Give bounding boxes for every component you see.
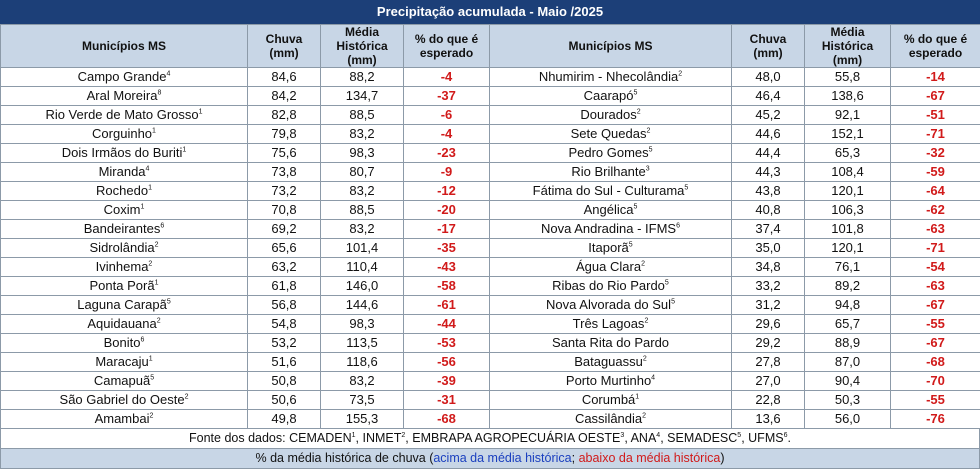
source-index: 3 xyxy=(646,166,650,173)
source-index: 4 xyxy=(166,71,170,78)
municipio-name: Maracaju xyxy=(95,354,148,369)
municipio-cell xyxy=(1,296,248,315)
municipio-name: Corumbá xyxy=(582,392,635,407)
municipio-cell xyxy=(490,106,732,125)
municipio-name: Três Lagoas xyxy=(573,316,645,331)
table-row xyxy=(1,87,980,106)
source-name: CEMADEN xyxy=(289,431,352,445)
media-cell: 98,3 xyxy=(321,315,404,334)
media-cell: 138,6 xyxy=(805,87,891,106)
table-row xyxy=(1,277,980,296)
precipitation-table xyxy=(0,24,980,429)
source-index: 5 xyxy=(167,299,171,306)
source-index: 2 xyxy=(157,318,161,325)
table-row xyxy=(1,163,980,182)
source-index: 2 xyxy=(641,261,645,268)
table-row xyxy=(1,106,980,125)
media-cell: 155,3 xyxy=(321,410,404,429)
chuva-cell: 51,6 xyxy=(248,353,321,372)
media-cell: 94,8 xyxy=(805,296,891,315)
municipio-name: Cassilândia xyxy=(575,411,642,426)
pct-cell: -67 xyxy=(891,296,980,315)
source-name: EMBRAPA AGROPECUÁRIA OESTE xyxy=(412,431,620,445)
chuva-cell: 46,4 xyxy=(732,87,805,106)
media-cell: 73,5 xyxy=(321,391,404,410)
source-index: 4 xyxy=(651,375,655,382)
municipio-name: Miranda xyxy=(99,164,146,179)
source-index: 2 xyxy=(644,318,648,325)
pct-cell: -51 xyxy=(891,106,980,125)
source-sup: 3 xyxy=(620,432,624,439)
chuva-cell: 31,2 xyxy=(732,296,805,315)
pct-cell: -14 xyxy=(891,68,980,87)
media-cell: 120,1 xyxy=(805,182,891,201)
municipio-cell xyxy=(1,106,248,125)
chuva-cell: 13,6 xyxy=(732,410,805,429)
media-cell: 83,2 xyxy=(321,220,404,239)
media-cell: 88,2 xyxy=(321,68,404,87)
pct-cell: -31 xyxy=(404,391,490,410)
media-cell: 88,5 xyxy=(321,201,404,220)
pct-cell: -44 xyxy=(404,315,490,334)
pct-cell: -63 xyxy=(891,277,980,296)
pct-cell: -61 xyxy=(404,296,490,315)
pct-cell: -20 xyxy=(404,201,490,220)
table-row xyxy=(1,410,980,429)
media-cell: 113,5 xyxy=(321,334,404,353)
media-cell: 108,4 xyxy=(805,163,891,182)
chuva-cell: 40,8 xyxy=(732,201,805,220)
pct-cell: -62 xyxy=(891,201,980,220)
pct-cell: -39 xyxy=(404,372,490,391)
chuva-cell: 29,2 xyxy=(732,334,805,353)
source-index: 1 xyxy=(635,394,639,401)
municipio-name: Aquidauana xyxy=(87,316,156,331)
table-row xyxy=(1,201,980,220)
source-index: 6 xyxy=(140,337,144,344)
municipio-cell xyxy=(1,144,248,163)
header-pct-right: % do que é esperado xyxy=(891,25,980,68)
municipio-name: Nova Alvorada do Sul xyxy=(546,297,671,312)
data-sources xyxy=(0,429,980,449)
chuva-cell: 44,4 xyxy=(732,144,805,163)
chuva-cell: 49,8 xyxy=(248,410,321,429)
municipio-cell xyxy=(1,353,248,372)
pct-cell: -12 xyxy=(404,182,490,201)
chuva-cell: 65,6 xyxy=(248,239,321,258)
report-title: Precipitação acumulada - Maio /2025 xyxy=(0,0,980,24)
source-index: 2 xyxy=(646,128,650,135)
media-cell: 55,8 xyxy=(805,68,891,87)
source-sup: 5 xyxy=(737,432,741,439)
pct-cell: -43 xyxy=(404,258,490,277)
pct-cell: -71 xyxy=(891,239,980,258)
pct-cell: -67 xyxy=(891,87,980,106)
pct-cell: -54 xyxy=(891,258,980,277)
sources-prefix: Fonte dos dados: xyxy=(189,431,286,445)
chuva-cell: 29,6 xyxy=(732,315,805,334)
source-index: 2 xyxy=(678,71,682,78)
chuva-cell: 54,8 xyxy=(248,315,321,334)
source-index: 2 xyxy=(150,413,154,420)
chuva-cell: 84,2 xyxy=(248,87,321,106)
pct-cell: -9 xyxy=(404,163,490,182)
pct-cell: -63 xyxy=(891,220,980,239)
source-index: 6 xyxy=(160,223,164,230)
municipio-cell xyxy=(490,277,732,296)
legend-prefix: % da média histórica de chuva ( xyxy=(255,451,433,465)
municipio-cell xyxy=(1,391,248,410)
table-row xyxy=(1,353,980,372)
pct-cell: -4 xyxy=(404,68,490,87)
source-name: ANA xyxy=(631,431,657,445)
header-municipios-left: Municípios MS xyxy=(1,25,248,68)
media-cell: 118,6 xyxy=(321,353,404,372)
table-row xyxy=(1,182,980,201)
municipio-name: Rio Brilhante xyxy=(571,164,645,179)
header-municipios-right: Municípios MS xyxy=(490,25,732,68)
municipio-cell xyxy=(490,163,732,182)
municipio-cell xyxy=(490,144,732,163)
pct-cell: -23 xyxy=(404,144,490,163)
municipio-cell xyxy=(1,410,248,429)
municipio-name: Porto Murtinho xyxy=(566,373,651,388)
header-chuva-right: Chuva (mm) xyxy=(732,25,805,68)
municipio-name: Ivinhema xyxy=(96,259,149,274)
chuva-cell: 53,2 xyxy=(248,334,321,353)
media-cell: 110,4 xyxy=(321,258,404,277)
chuva-cell: 27,8 xyxy=(732,353,805,372)
municipio-cell xyxy=(490,201,732,220)
source-index: 1 xyxy=(148,185,152,192)
source-index: 2 xyxy=(148,261,152,268)
municipio-cell xyxy=(490,410,732,429)
chuva-cell: 44,3 xyxy=(732,163,805,182)
municipio-name: Ribas do Rio Pardo xyxy=(552,278,665,293)
chuva-cell: 35,0 xyxy=(732,239,805,258)
municipio-name: Rio Verde de Mato Grosso xyxy=(45,107,198,122)
municipio-cell xyxy=(490,391,732,410)
source-name: SEMADESC xyxy=(667,431,737,445)
media-cell: 50,3 xyxy=(805,391,891,410)
municipio-name: Rochedo xyxy=(96,183,148,198)
pct-cell: -71 xyxy=(891,125,980,144)
chuva-cell: 44,6 xyxy=(732,125,805,144)
municipio-name: Dois Irmãos do Buriti xyxy=(62,145,183,160)
source-index: 5 xyxy=(684,185,688,192)
pct-cell: -55 xyxy=(891,391,980,410)
chuva-cell: 34,8 xyxy=(732,258,805,277)
media-cell: 89,2 xyxy=(805,277,891,296)
media-cell: 146,0 xyxy=(321,277,404,296)
source-index: 8 xyxy=(157,90,161,97)
municipio-cell xyxy=(1,334,248,353)
source-index: 2 xyxy=(155,242,159,249)
municipio-cell xyxy=(490,315,732,334)
pct-cell: -53 xyxy=(404,334,490,353)
table-row xyxy=(1,144,980,163)
chuva-cell: 50,8 xyxy=(248,372,321,391)
source-index: 1 xyxy=(182,147,186,154)
media-cell: 80,7 xyxy=(321,163,404,182)
municipio-name: Amambai xyxy=(95,411,150,426)
pct-cell: -6 xyxy=(404,106,490,125)
table-row xyxy=(1,239,980,258)
table-row xyxy=(1,125,980,144)
municipio-name: Nhumirim - Nhecolândia xyxy=(539,69,678,84)
table-row xyxy=(1,372,980,391)
media-cell: 92,1 xyxy=(805,106,891,125)
municipio-cell xyxy=(1,258,248,277)
media-cell: 101,4 xyxy=(321,239,404,258)
municipio-name: Camapuã xyxy=(94,373,150,388)
table-row xyxy=(1,391,980,410)
chuva-cell: 70,8 xyxy=(248,201,321,220)
municipio-cell xyxy=(490,334,732,353)
legend-sep: ; xyxy=(572,451,579,465)
municipio-name: Água Clara xyxy=(576,259,641,274)
pct-cell: -37 xyxy=(404,87,490,106)
chuva-cell: 27,0 xyxy=(732,372,805,391)
municipio-name: São Gabriel do Oeste xyxy=(60,392,185,407)
media-cell: 98,3 xyxy=(321,144,404,163)
source-index: 5 xyxy=(649,147,653,154)
media-cell: 120,1 xyxy=(805,239,891,258)
pct-cell: -32 xyxy=(891,144,980,163)
municipio-cell xyxy=(1,239,248,258)
source-index: 1 xyxy=(140,204,144,211)
table-row xyxy=(1,220,980,239)
chuva-cell: 63,2 xyxy=(248,258,321,277)
media-cell: 83,2 xyxy=(321,125,404,144)
source-index: 5 xyxy=(633,90,637,97)
pct-cell: -35 xyxy=(404,239,490,258)
municipio-cell xyxy=(490,296,732,315)
pct-cell: -17 xyxy=(404,220,490,239)
municipio-cell xyxy=(1,87,248,106)
chuva-cell: 48,0 xyxy=(732,68,805,87)
municipio-cell xyxy=(490,220,732,239)
municipio-cell xyxy=(490,258,732,277)
municipio-name: Pedro Gomes xyxy=(568,145,648,160)
pct-cell: -68 xyxy=(891,353,980,372)
municipio-name: Dourados xyxy=(580,107,636,122)
municipio-name: Itaporã xyxy=(588,240,628,255)
chuva-cell: 82,8 xyxy=(248,106,321,125)
municipio-cell xyxy=(490,353,732,372)
municipio-name: Angélica xyxy=(584,202,634,217)
source-index: 4 xyxy=(146,166,150,173)
municipio-cell xyxy=(490,182,732,201)
table-row xyxy=(1,296,980,315)
municipio-name: Campo Grande xyxy=(78,69,167,84)
chuva-cell: 61,8 xyxy=(248,277,321,296)
media-cell: 56,0 xyxy=(805,410,891,429)
source-sup: 2 xyxy=(401,432,405,439)
municipio-name: Santa Rita do Pardo xyxy=(552,335,669,350)
source-sup: 4 xyxy=(656,432,660,439)
municipio-cell xyxy=(490,372,732,391)
legend-suffix: ) xyxy=(720,451,724,465)
municipio-cell xyxy=(1,182,248,201)
pct-cell: -76 xyxy=(891,410,980,429)
municipio-cell xyxy=(1,372,248,391)
municipio-cell xyxy=(1,277,248,296)
media-cell: 88,9 xyxy=(805,334,891,353)
pct-cell: -64 xyxy=(891,182,980,201)
municipio-name: Sidrolândia xyxy=(90,240,155,255)
media-cell: 76,1 xyxy=(805,258,891,277)
media-cell: 88,5 xyxy=(321,106,404,125)
source-index: 2 xyxy=(643,356,647,363)
chuva-cell: 33,2 xyxy=(732,277,805,296)
pct-cell: -58 xyxy=(404,277,490,296)
media-cell: 106,3 xyxy=(805,201,891,220)
source-index: 5 xyxy=(629,242,633,249)
chuva-cell: 43,8 xyxy=(732,182,805,201)
chuva-cell: 84,6 xyxy=(248,68,321,87)
source-index: 5 xyxy=(665,280,669,287)
pct-cell: -70 xyxy=(891,372,980,391)
media-cell: 144,6 xyxy=(321,296,404,315)
source-index: 1 xyxy=(199,109,203,116)
source-index: 1 xyxy=(152,128,156,135)
source-index: 5 xyxy=(633,204,637,211)
source-index: 2 xyxy=(637,109,641,116)
municipio-name: Fátima do Sul - Culturama xyxy=(533,183,685,198)
municipio-cell xyxy=(1,68,248,87)
media-cell: 101,8 xyxy=(805,220,891,239)
source-index: 1 xyxy=(149,356,153,363)
source-name: INMET xyxy=(362,431,401,445)
chuva-cell: 79,8 xyxy=(248,125,321,144)
municipio-cell xyxy=(490,68,732,87)
table-header-row xyxy=(1,25,980,68)
chuva-cell: 50,6 xyxy=(248,391,321,410)
municipio-cell xyxy=(1,163,248,182)
source-index: 1 xyxy=(155,280,159,287)
chuva-cell: 37,4 xyxy=(732,220,805,239)
table-row xyxy=(1,68,980,87)
table-body xyxy=(1,68,980,429)
media-cell: 65,7 xyxy=(805,315,891,334)
municipio-cell xyxy=(490,239,732,258)
table-row xyxy=(1,315,980,334)
chuva-cell: 69,2 xyxy=(248,220,321,239)
pct-cell: -56 xyxy=(404,353,490,372)
header-pct-left: % do que é esperado xyxy=(404,25,490,68)
chuva-cell: 45,2 xyxy=(732,106,805,125)
media-cell: 134,7 xyxy=(321,87,404,106)
pct-cell: -68 xyxy=(404,410,490,429)
media-cell: 90,4 xyxy=(805,372,891,391)
municipio-name: Corguinho xyxy=(92,126,152,141)
municipio-cell xyxy=(490,87,732,106)
municipio-name: Caarapó xyxy=(584,88,634,103)
municipio-name: Coxim xyxy=(104,202,141,217)
header-media-right: Média Histórica (mm) xyxy=(805,25,891,68)
source-index: 6 xyxy=(676,223,680,230)
media-cell: 83,2 xyxy=(321,182,404,201)
table-row xyxy=(1,258,980,277)
source-index: 2 xyxy=(642,413,646,420)
municipio-name: Bandeirantes xyxy=(84,221,161,236)
municipio-name: Bonito xyxy=(104,335,141,350)
pct-cell: -4 xyxy=(404,125,490,144)
municipio-cell xyxy=(1,125,248,144)
chuva-cell: 73,2 xyxy=(248,182,321,201)
chuva-cell: 73,8 xyxy=(248,163,321,182)
pct-cell: -67 xyxy=(891,334,980,353)
municipio-name: Aral Moreira xyxy=(87,88,158,103)
source-index: 2 xyxy=(185,394,189,401)
municipio-name: Sete Quedas xyxy=(571,126,647,141)
legend-below: abaixo da média histórica xyxy=(579,451,721,465)
source-sup: 6 xyxy=(784,432,788,439)
pct-cell: -59 xyxy=(891,163,980,182)
media-cell: 87,0 xyxy=(805,353,891,372)
sources-list: CEMADEN$^1$, INMET$^2$, EMBRAPA AGROPECUÁRIA OESTE$^3$, ANA$^4$, SEMADESC$^5$, UFMS$^6$. xyxy=(289,431,791,445)
municipio-name: Bataguassu xyxy=(574,354,643,369)
municipio-name: Nova Andradina - IFMS xyxy=(541,221,676,236)
municipio-name: Ponta Porã xyxy=(90,278,155,293)
chuva-cell: 75,6 xyxy=(248,144,321,163)
header-chuva-left: Chuva (mm) xyxy=(248,25,321,68)
media-cell: 83,2 xyxy=(321,372,404,391)
color-legend xyxy=(0,449,980,469)
source-index: 5 xyxy=(671,299,675,306)
header-media-left: Média Histórica (mm) xyxy=(321,25,404,68)
source-index: 5 xyxy=(150,375,154,382)
municipio-cell xyxy=(1,220,248,239)
municipio-cell xyxy=(1,201,248,220)
municipio-cell xyxy=(1,315,248,334)
chuva-cell: 56,8 xyxy=(248,296,321,315)
municipio-name: Laguna Carapã xyxy=(77,297,167,312)
source-sup: 1 xyxy=(352,432,356,439)
media-cell: 152,1 xyxy=(805,125,891,144)
municipio-cell xyxy=(490,125,732,144)
table-row xyxy=(1,334,980,353)
chuva-cell: 22,8 xyxy=(732,391,805,410)
source-name: UFMS xyxy=(748,431,783,445)
media-cell: 65,3 xyxy=(805,144,891,163)
legend-above: acima da média histórica xyxy=(433,451,571,465)
pct-cell: -55 xyxy=(891,315,980,334)
